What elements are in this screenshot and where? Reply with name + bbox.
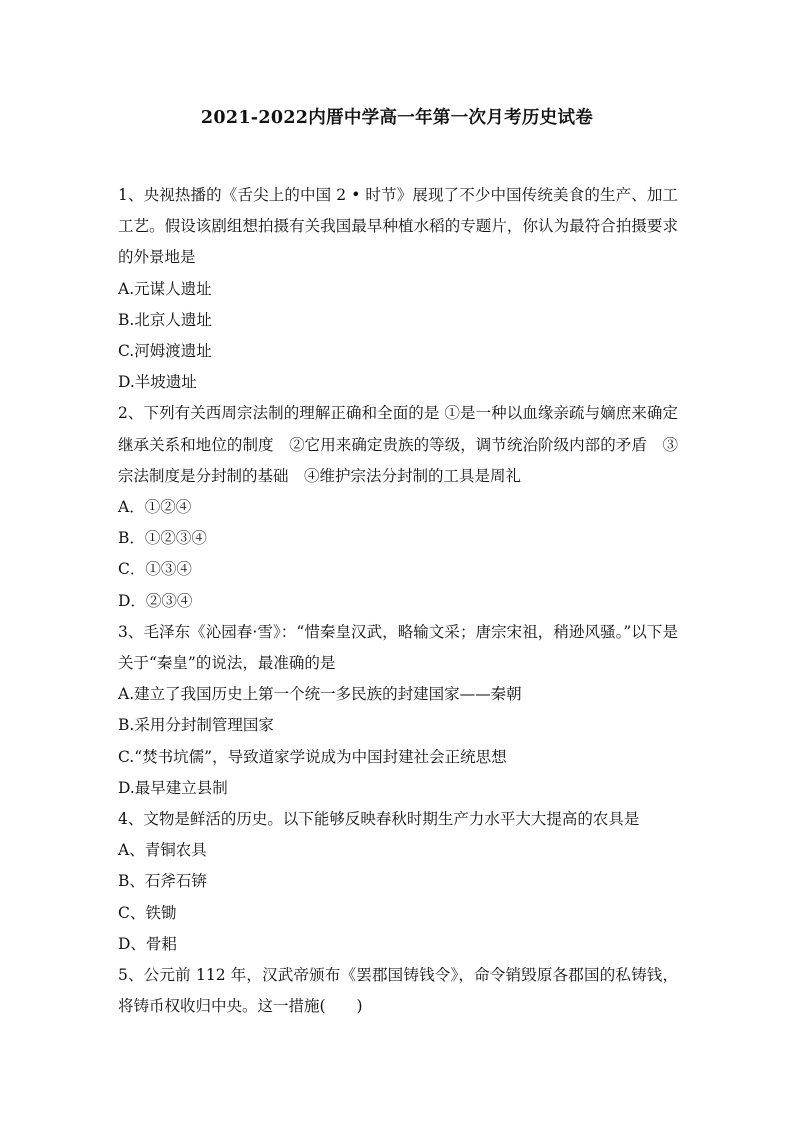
question-stem: 3、毛泽东《沁园春·雪》：“惜秦皇汉武，略输文采；唐宗宋祖，稍逊风骚。”以下是关于“秦皇”的说法，最准确的是 (118, 622, 678, 673)
question-list (118, 180, 678, 1022)
option-a: A.元谋人遗址 (118, 279, 212, 298)
page-title: 2021-2022内厝中学高一年第一次月考历史试卷 (200, 108, 594, 128)
option-a: A.建立了我国历史上第一个统一多民族的封建国家——秦朝 (118, 685, 522, 704)
option-c: C.“焚书坑儒”，导致道家学说成为中国封建社会正统思想 (118, 747, 507, 766)
question-3 (118, 617, 678, 804)
question-stem: 1、央视热播的《舌尖上的中国 2 • 时节》展现了不少中国传统美食的生产、加工工艺。假设该剧组想拍摄有关我国最早种植水稻的专题片，你认为最符合拍摄要求的外景地是 (118, 186, 678, 267)
question-stem: 2、下列有关西周宗法制的理解正确和全面的是 ①是一种以血缘亲疏与嫡庶来确定继承关系和地位的制度 ②它用来确定贵族的等级，调节统治阶级内部的矛盾 ③宗法制度是分封制的基础 ④维护宗法分封制的工具是周礼 (118, 404, 678, 485)
option-b: B.采用分封制管理国家 (118, 716, 274, 735)
option-b: B．①②③④ (118, 529, 207, 548)
question-4 (118, 804, 678, 960)
question-stem: 4、文物是鲜活的历史。以下能够反映春秋时期生产力水平大大提高的农具是 (118, 810, 640, 829)
option-b: B、石斧石锛 (118, 872, 207, 891)
option-d: D.半坡遗址 (118, 373, 197, 392)
option-b: B.北京人遗址 (118, 310, 212, 329)
option-d: D.最早建立县制 (118, 778, 228, 797)
option-c: C、铁锄 (118, 903, 177, 922)
option-d: D、骨耜 (118, 934, 177, 953)
option-d: D．②③④ (118, 591, 193, 610)
question-stem: 5、公元前 112 年，汉武帝颁布《罢郡国铸钱令》，命令销毁原各郡国的私铸钱，将铸币权收归中央。这一措施( ) (118, 966, 678, 1016)
option-c: C.河姆渡遗址 (118, 342, 212, 361)
option-a: A．①②④ (118, 498, 192, 517)
question-2 (118, 398, 678, 616)
option-a: A、青铜农具 (118, 841, 207, 860)
question-1 (118, 180, 678, 398)
question-5 (118, 960, 678, 1022)
option-c: C．①③④ (118, 560, 192, 579)
